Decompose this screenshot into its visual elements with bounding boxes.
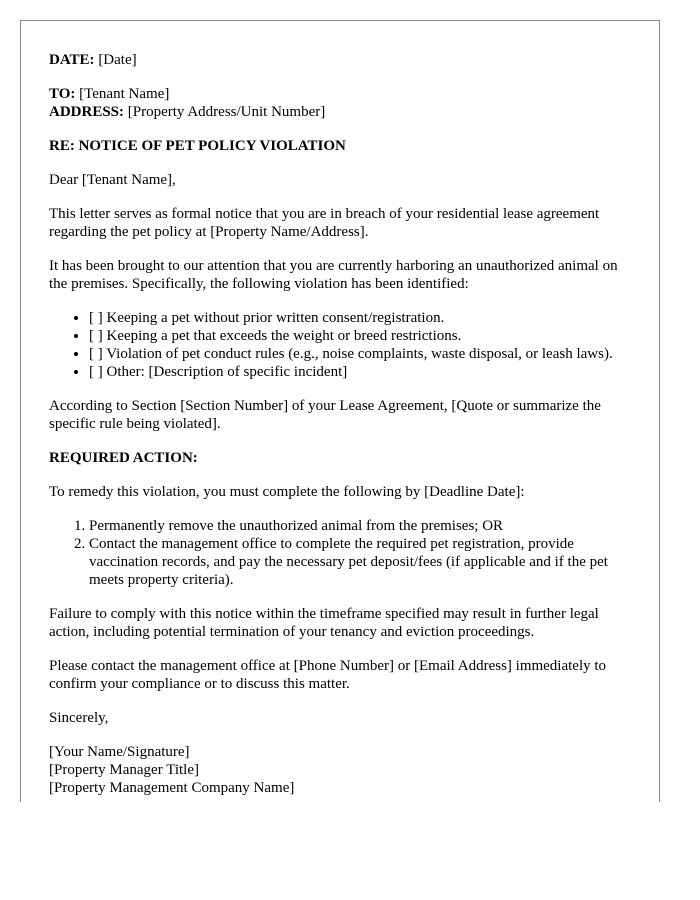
violation-item: • [ ] Other: [Description of specific incident]: [89, 363, 639, 381]
to-value: [Tenant Name]: [75, 86, 170, 102]
address-value: [Property Address/Unit Number]: [124, 104, 326, 120]
date-value: [Date]: [94, 52, 137, 68]
attention-paragraph: It has been brought to our attention that you are currently harboring an unauthorized animal on the premises. Specifically, the following violation has been identified:: [49, 258, 618, 292]
remedy-paragraph: To remedy this violation, you must complete the following by [Deadline Date]:: [49, 484, 525, 500]
signature-company: [Property Management Company Name]: [49, 780, 295, 796]
intro-paragraph: This letter serves as formal notice that you are in breach of your residential lease agreement regarding the pet policy at [Property Name/Address].: [49, 206, 600, 240]
letter-content: [49, 51, 639, 797]
violation-item: • [ ] Keeping a pet that exceeds the weight or breed restrictions.: [89, 327, 639, 345]
action-item: 2. Contact the management office to complete the required pet registration, provide vaccination records, and pay the necessary pet deposit/fees (if applicable and if the pet meets property criteria).: [89, 535, 639, 589]
violation-item: • [ ] Violation of pet conduct rules (e.g., noise complaints, waste disposal, or leash laws).: [89, 345, 639, 363]
to-line: [49, 85, 639, 103]
date-line: [49, 51, 639, 69]
address-line: [49, 103, 639, 121]
failure-paragraph: Failure to comply with this notice within the timeframe specified may result in further legal action, including potential termination of your tenancy and eviction proceedings.: [49, 606, 599, 640]
closing: Sincerely,: [49, 710, 109, 726]
violation-item: • [ ] Keeping a pet without prior written consent/registration.: [89, 309, 639, 327]
to-label: TO:: [49, 86, 76, 102]
violation-list: [49, 309, 639, 381]
required-action-heading: REQUIRED ACTION:: [49, 450, 198, 466]
contact-paragraph: Please contact the management office at [Phone Number] or [Email Address] immediately to confirm your compliance or to discuss this matter.: [49, 658, 607, 692]
signature-name: [Your Name/Signature]: [49, 744, 190, 760]
action-list: [49, 517, 639, 589]
salutation: Dear [Tenant Name],: [49, 172, 176, 188]
letter-page: [20, 20, 660, 802]
address-label: ADDRESS:: [49, 104, 125, 120]
subject-line: RE: NOTICE OF PET POLICY VIOLATION: [49, 138, 346, 154]
date-label: DATE:: [49, 52, 95, 68]
section-paragraph: According to Section [Section Number] of your Lease Agreement, [Quote or summarize the specific rule being violated].: [49, 398, 601, 432]
action-item: 1. Permanently remove the unauthorized animal from the premises; OR: [89, 517, 639, 535]
signature-title: [Property Manager Title]: [49, 762, 199, 778]
